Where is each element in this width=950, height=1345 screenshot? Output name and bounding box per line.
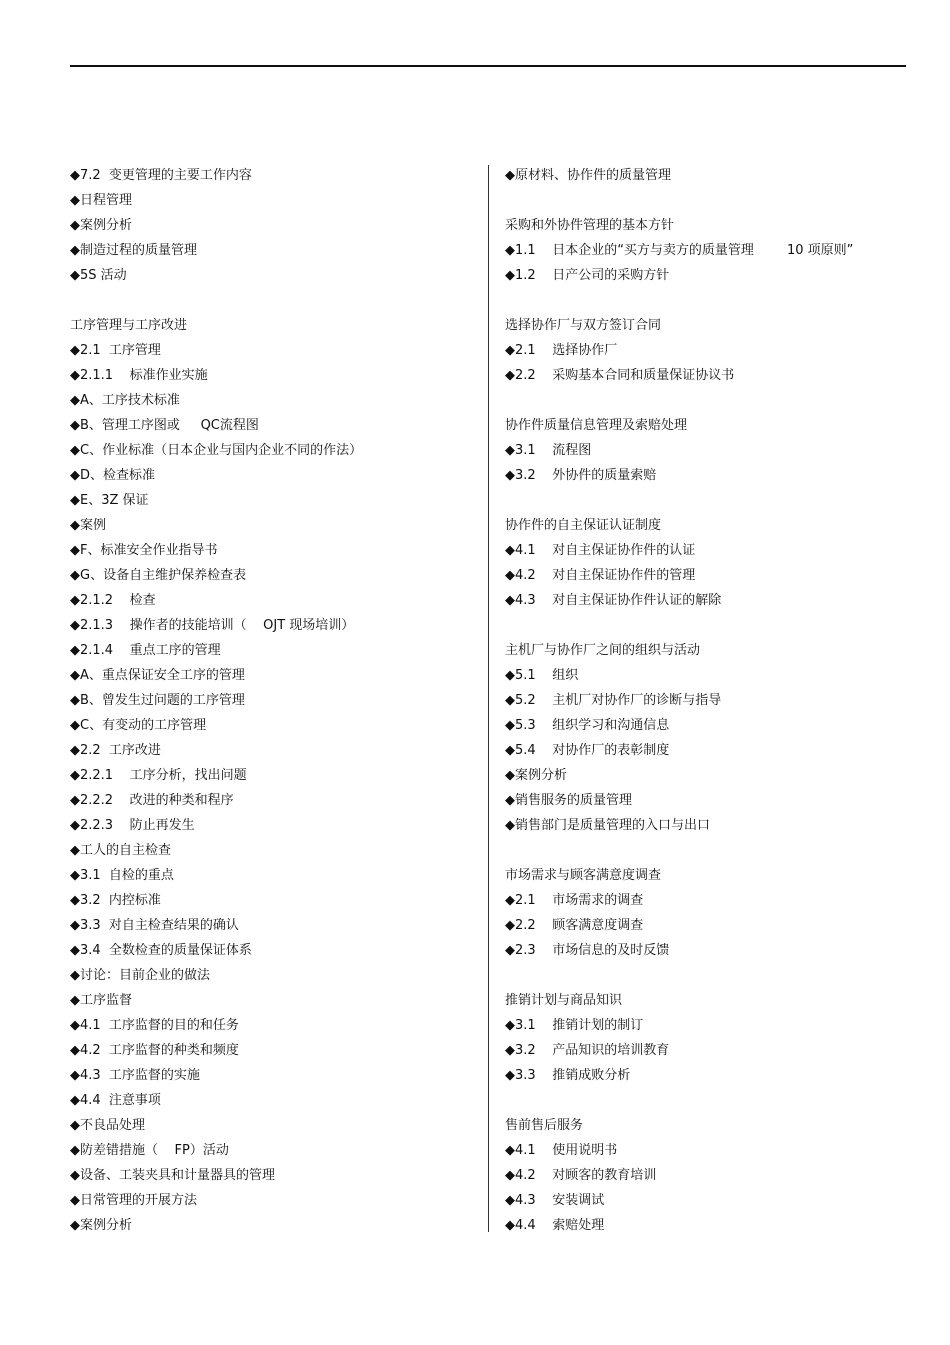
- list-item: ◆2.2.2 改进的种类和程序: [70, 793, 234, 808]
- list-item: ◆案例分析: [505, 768, 567, 783]
- list-item: ◆3.1 推销计划的制订: [505, 1018, 644, 1033]
- spacer: [505, 838, 905, 863]
- list-item: ◆案例: [70, 518, 106, 533]
- list-item: ◆工人的自主检查: [70, 843, 171, 858]
- section-heading: 推销计划与商品知识: [505, 993, 623, 1008]
- list-item: ◆4.3 工序监督的实施: [70, 1068, 200, 1083]
- spacer: [505, 288, 905, 313]
- list-item: ◆5.3 组织学习和沟通信息: [505, 718, 670, 733]
- list-item: ◆2.1.4 重点工序的管理: [70, 643, 221, 658]
- list-item: ◆2.2 采购基本合同和质量保证协议书: [505, 368, 735, 383]
- list-item: ◆4.4 索赔处理: [505, 1218, 605, 1233]
- list-item: ◆G、设备自主维护保养检查表: [70, 568, 247, 583]
- section-heading: 选择协作厂与双方签订合同: [505, 318, 662, 333]
- list-item: ◆案例分析: [70, 218, 132, 233]
- list-item: ◆销售服务的质量管理: [505, 793, 632, 808]
- section-heading: 协作件的自主保证认证制度: [505, 518, 662, 533]
- list-item: ◆案例分析: [70, 1218, 132, 1233]
- list-item: ◆日常管理的开展方法: [70, 1193, 197, 1208]
- list-item: ◆5.2 主机厂对协作厂的诊断与指导: [505, 693, 722, 708]
- spacer: [70, 288, 475, 313]
- list-item: ◆2.1.2 检查: [70, 593, 156, 608]
- list-item: ◆防差错措施（ FP）活动: [70, 1143, 229, 1158]
- list-item: ◆2.1 工序管理: [70, 343, 161, 358]
- list-item: ◆2.2 工序改进: [70, 743, 161, 758]
- list-item: ◆B、管理工序图或 QC流程图: [70, 418, 259, 433]
- list-item: ◆4.3 对自主保证协作件认证的解除: [505, 593, 722, 608]
- list-item: ◆A、重点保证安全工序的管理: [70, 668, 245, 683]
- header-rule: [70, 65, 906, 67]
- list-item: ◆C、作业标准（日本企业与国内企业不同的作法）: [70, 443, 363, 458]
- section-heading: 售前售后服务: [505, 1118, 584, 1133]
- list-item: ◆4.1 对自主保证协作件的认证: [505, 543, 696, 558]
- list-item: ◆制造过程的质量管理: [70, 243, 197, 258]
- list-item: ◆4.3 安装调试: [505, 1193, 605, 1208]
- list-item: ◆不良品处理: [70, 1118, 145, 1133]
- spacer: [505, 488, 905, 513]
- list-item: ◆2.1.1 标准作业实施: [70, 368, 208, 383]
- section-heading: 工序管理与工序改进: [70, 318, 188, 333]
- section-heading: 主机厂与协作厂之间的组织与活动: [505, 643, 701, 658]
- list-item: ◆2.2 顾客满意度调查: [505, 918, 644, 933]
- list-item: ◆C、有变动的工序管理: [70, 718, 207, 733]
- list-item: ◆4.2 对自主保证协作件的管理: [505, 568, 696, 583]
- list-item: ◆2.1.3 操作者的技能培训（ OJT 现场培训）: [70, 618, 355, 633]
- list-item: ◆2.1 市场需求的调查: [505, 893, 644, 908]
- list-item: ◆4.2 对顾客的教育培训: [505, 1168, 657, 1183]
- list-item: ◆3.3 推销成败分析: [505, 1068, 631, 1083]
- spacer: [505, 188, 905, 213]
- list-item: ◆F、标准安全作业指导书: [70, 543, 218, 558]
- list-item: ◆4.2 工序监督的种类和频度: [70, 1043, 239, 1058]
- spacer: [505, 1088, 905, 1113]
- list-item: ◆7.2 变更管理的主要工作内容: [70, 168, 252, 183]
- list-item: ◆3.1 流程图: [505, 443, 592, 458]
- list-item: ◆4.1 工序监督的目的和任务: [70, 1018, 239, 1033]
- list-item: ◆工序监督: [70, 993, 132, 1008]
- left-column: [70, 163, 475, 1238]
- list-item: ◆2.2.3 防止再发生: [70, 818, 195, 833]
- list-item: ◆4.1 使用说明书: [505, 1143, 618, 1158]
- list-item: ◆销售部门是质量管理的入口与出口: [505, 818, 710, 833]
- section-heading: 协作件质量信息管理及索赔处理: [505, 418, 688, 433]
- list-item: ◆5S 活动: [70, 268, 127, 283]
- section-heading: 市场需求与顾客满意度调查: [505, 868, 662, 883]
- list-item: ◆2.3 市场信息的及时反馈: [505, 943, 670, 958]
- list-item: ◆4.4 注意事项: [70, 1093, 161, 1108]
- list-item: ◆原材料、协作件的质量管理: [505, 168, 671, 183]
- list-item: ◆3.2 产品知识的培训教育: [505, 1043, 670, 1058]
- list-item: ◆3.4 全数检查的质量保证体系: [70, 943, 252, 958]
- right-column: [505, 163, 905, 1238]
- section-heading: 采购和外协件管理的基本方针: [505, 218, 675, 233]
- list-item: ◆1.2 日产公司的采购方针: [505, 268, 670, 283]
- list-item: ◆2.1 选择协作厂: [505, 343, 618, 358]
- list-item: ◆A、工序技术标准: [70, 393, 180, 408]
- list-item: ◆D、检查标准: [70, 468, 156, 483]
- list-item: ◆B、曾发生过问题的工序管理: [70, 693, 245, 708]
- list-item: ◆日程管理: [70, 193, 132, 208]
- spacer: [505, 963, 905, 988]
- list-item: ◆3.2 内控标准: [70, 893, 161, 908]
- list-item: ◆2.2.1 工序分析，找出问题: [70, 768, 247, 783]
- spacer: [505, 613, 905, 638]
- list-item: ◆3.3 对自主检查结果的确认: [70, 918, 239, 933]
- list-item: ◆1.1 日本企业的“买方与卖方的质量管理 10 项原则”: [505, 243, 854, 258]
- list-item: ◆讨论：目前企业的做法: [70, 968, 210, 983]
- list-item: ◆5.1 组织: [505, 668, 579, 683]
- list-item: ◆E、3Z 保证: [70, 493, 149, 508]
- list-item: ◆3.1 自检的重点: [70, 868, 174, 883]
- list-item: ◆3.2 外协件的质量索赔: [505, 468, 657, 483]
- column-divider: [488, 165, 489, 1232]
- list-item: ◆5.4 对协作厂的表彰制度: [505, 743, 670, 758]
- list-item: ◆设备、工装夹具和计量器具的管理: [70, 1168, 275, 1183]
- spacer: [505, 388, 905, 413]
